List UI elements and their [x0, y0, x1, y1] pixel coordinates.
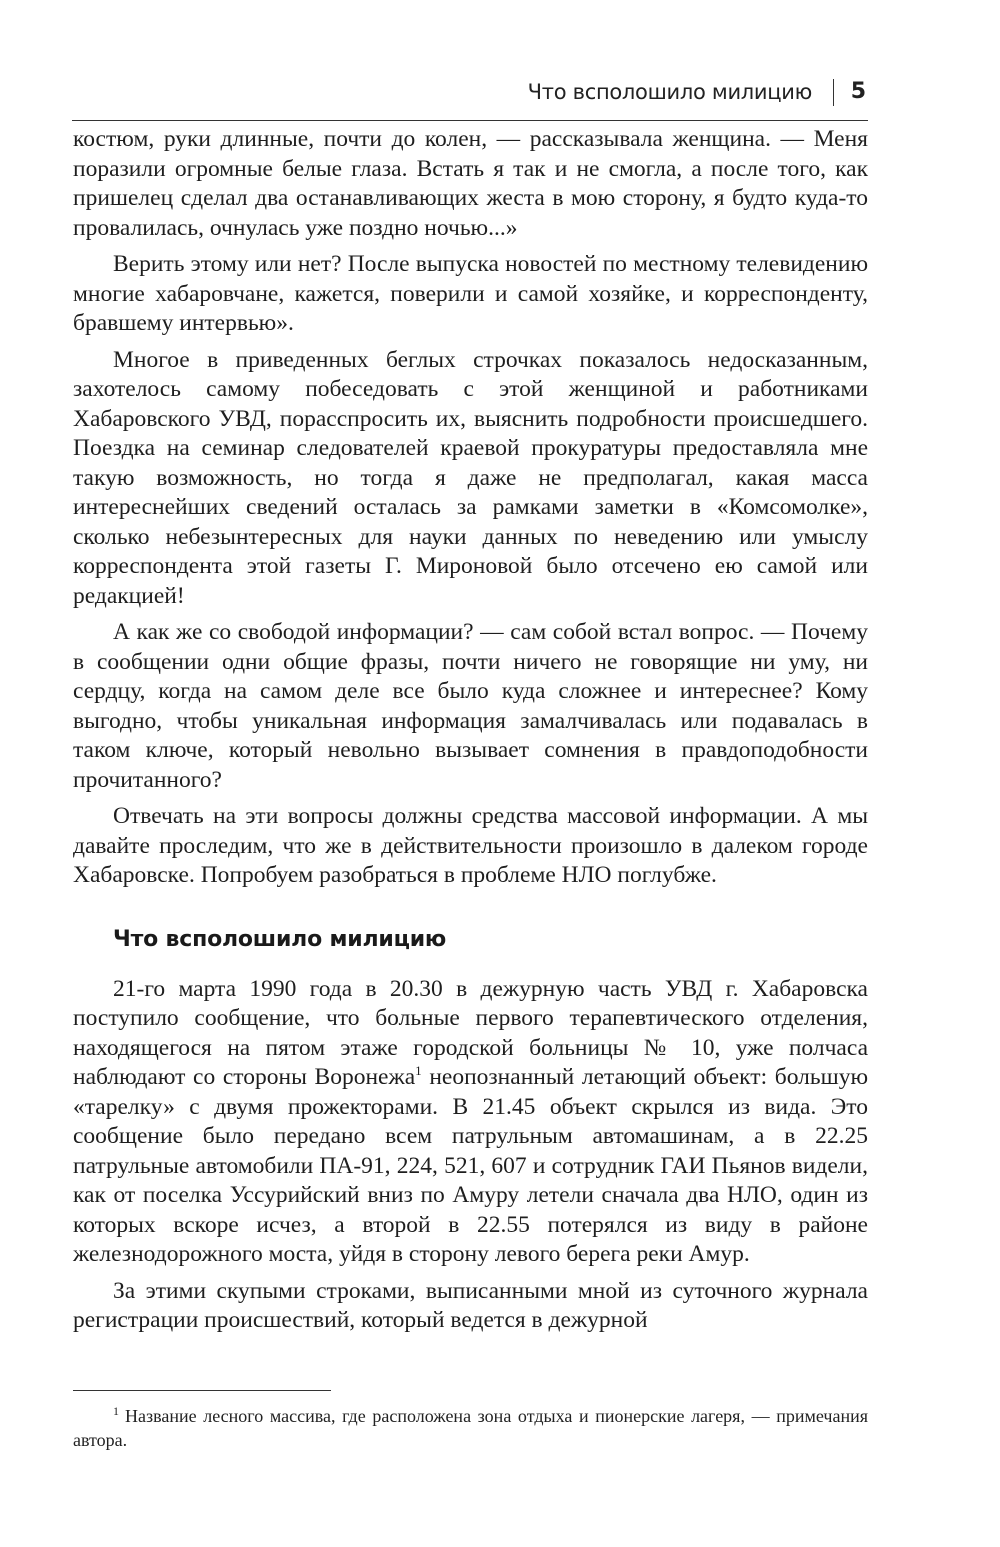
paragraph-3: Многое в приведенных беглых строчках показалось недосказанным, захотелось самому побеседовать с этой женщиной и работниками Хабаровского УВД, порасспросить их, выяснить подробности происшедшего. Поездка на семинар следователей краевой прокуратуры предоставляла мне такую возможность, но тогда я даже не предполагал, какая масса интереснейших сведений осталась за рамками заметки в «Комсомолке», сколько небезынтересных для науки данных по неведению или умыслу корреспондента этой газеты Г. Мироновой было отсечено ею самой или редакцией!	[73, 346, 868, 609]
header-separator	[833, 79, 835, 106]
paragraph-6-part-1: 21-го марта 1990 года в 20.30 в дежурную часть УВД г. Хабаровска поступило сообщение, что больные первого терапевтического отделения, находящегося на пятом этаже городской больницы № 10, уже полчаса наблюдают со стороны Воронежа	[73, 975, 868, 1090]
page-number: 5	[850, 79, 866, 104]
running-header	[72, 74, 868, 121]
footnote-divider	[73, 1390, 331, 1391]
footnote-reference: 1	[415, 1063, 422, 1079]
paragraph-7: За этими скупыми строками, выписанными мной из суточного журнала регистрации происшествий, который ведется в дежурной	[73, 1277, 868, 1333]
footnote	[73, 1404, 868, 1452]
paragraph-6-part-2: неопознанный летающий объект: большую «тарелку» с двумя прожекторами. В 21.45 объект скрылся из вида. Это сообщение было передано всем патрульным автомашинам, а в 22.25 патрульные автомобили ПА-91, 224, 521, 607 и сотрудник ГАИ Пьянов видели, как от поселка Уссурийский вниз по Амуру летели сначала два НЛО, один из которых вскоре исчез, а второй в 22.55 потерялся из виду в районе железнодорожного моста, уйдя в сторону левого берега реки Амур.	[73, 1064, 868, 1267]
paragraph-5: Отвечать на эти вопросы должны средства массовой информации. А мы давайте проследим, что же в действительности произошло в далеком городе Хабаровске. Попробуем разобраться в проблеме НЛО поглубже.	[73, 803, 868, 888]
footnote-text: Название лесного массива, где расположена зона отдыха и пионерские лагеря, — примечания автора.	[73, 1406, 868, 1450]
main-text	[73, 125, 868, 1343]
paragraph-1: костюм, руки длинные, почти до колен, — рассказывала женщина. — Меня поразили огромные белые глаза. Встать я так и не смогла, а после того, как пришелец сделал два останавливающих жеста в мою сторону, я будто куда-то провалилась, очнулась уже поздно ночью...»	[73, 126, 868, 241]
paragraph-6	[73, 975, 868, 1270]
paragraph-4: А как же со свободой информации? — сам собой встал вопрос. — Почему в сообщении одни общие фразы, почти ничего не говорящие ни уму, ни сердцу, когда на самом деле все было куда сложнее и интереснее? Кому выгодно, чтобы уникальная информация замалчивалась или подавалась в таком ключе, который невольно вызывает сомнения в правдоподобности прочитанного?	[73, 619, 868, 793]
running-header-title: Что всполошило милицию	[527, 80, 812, 104]
section-heading: Что всполошило милицию	[113, 926, 447, 952]
paragraph-2: Верить этому или нет? После выпуска новостей по местному телевидению многие хабаровчане, кажется, поверили и самой хозяйке, и корреспонденту, бравшему интервью».	[73, 251, 868, 336]
footnote-mark: 1	[113, 1404, 119, 1418]
